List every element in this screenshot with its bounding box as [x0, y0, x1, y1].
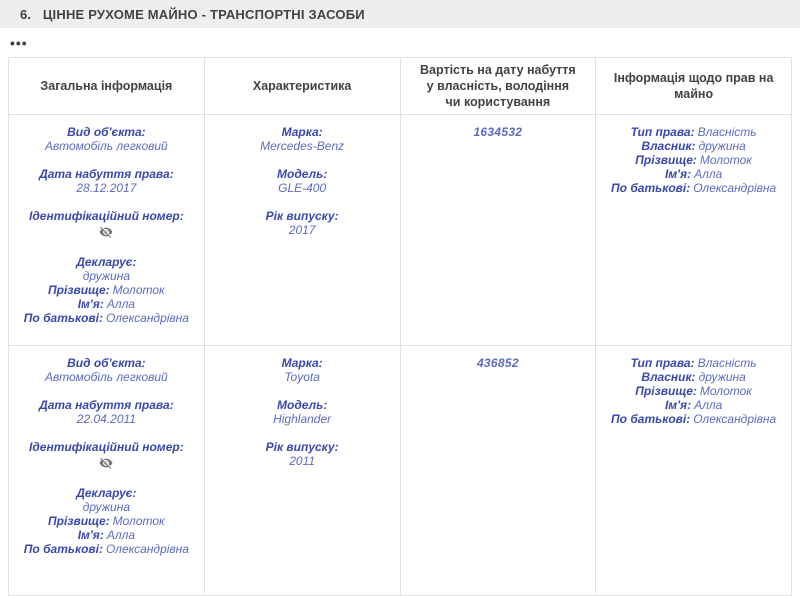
field-label: По батькові: — [611, 412, 691, 426]
eye-slash-icon — [99, 456, 113, 470]
field-value: Автомобіль легковий — [45, 370, 168, 384]
field-value: дружина — [698, 139, 746, 153]
field-value: 28.12.2017 — [76, 181, 137, 195]
owner-line — [602, 139, 785, 153]
field-label: Декларує: — [76, 255, 137, 269]
field-label: Вид об'єкта: — [67, 125, 146, 139]
field-label: Рік випуску: — [265, 440, 339, 454]
general-info-cell — [9, 346, 205, 596]
column-header-characteristics: Характеристика — [204, 58, 400, 115]
field-value: Власність — [697, 125, 757, 139]
field-value: Олександрівна — [693, 412, 777, 426]
model-group — [211, 398, 394, 426]
field-label: Власник: — [641, 139, 696, 153]
field-value: Олександрівна — [105, 542, 189, 556]
field-label: Ім'я: — [77, 528, 104, 542]
firstname-line — [15, 528, 198, 542]
year-group — [211, 209, 394, 237]
acquire-date-group — [15, 167, 198, 195]
surname-line — [15, 514, 198, 528]
field-value: дружина — [82, 269, 130, 283]
field-value: Алла — [106, 528, 136, 542]
object-type-group — [15, 125, 198, 153]
field-label: Дата набуття права: — [39, 167, 174, 181]
section-header-bar — [0, 0, 800, 28]
field-value: Олександрівна — [105, 311, 189, 325]
table-header-row — [9, 58, 792, 115]
table-row-vehicle-2 — [9, 346, 792, 596]
surname-line — [15, 283, 198, 297]
patronymic-line — [602, 181, 785, 195]
field-label: Прізвище: — [48, 514, 110, 528]
rights-info-cell — [596, 346, 792, 596]
field-label: Рік випуску: — [265, 209, 339, 223]
field-label: Прізвище: — [48, 283, 110, 297]
declarant-group — [15, 255, 198, 325]
field-label: Прізвище: — [635, 153, 697, 167]
id-number-group — [15, 209, 198, 241]
field-label: Власник: — [641, 370, 696, 384]
field-label: Дата набуття права: — [39, 398, 174, 412]
section-number: 6. — [20, 6, 31, 22]
field-label: Прізвище: — [635, 384, 697, 398]
acquire-date-group — [15, 398, 198, 426]
value-amount-cell: 1634532 — [400, 115, 596, 346]
field-value: Алла — [106, 297, 136, 311]
hidden-value-indicator — [15, 223, 198, 241]
more-options-button[interactable]: ••• — [10, 35, 28, 51]
field-value: Власність — [697, 356, 757, 370]
field-label: Ім'я: — [77, 297, 104, 311]
vehicles-table — [8, 57, 792, 596]
owner-line — [602, 370, 785, 384]
field-value: Автомобіль легковий — [45, 139, 168, 153]
firstname-line — [15, 297, 198, 311]
section-title: ЦІННЕ РУХОМЕ МАЙНО - ТРАНСПОРТНІ ЗАСОБИ — [42, 6, 365, 22]
right-type-line — [602, 125, 785, 139]
general-info-cell — [9, 115, 205, 346]
surname-line — [602, 153, 785, 167]
brand-group — [211, 356, 394, 384]
model-group — [211, 167, 394, 195]
field-label: Модель: — [277, 398, 328, 412]
field-label: Ідентифікаційний номер: — [29, 209, 184, 223]
field-value: Highlander — [273, 412, 332, 426]
field-label: Вид об'єкта: — [67, 356, 146, 370]
field-label: По батькові: — [23, 311, 103, 325]
patronymic-line — [15, 542, 198, 556]
right-type-line — [602, 356, 785, 370]
field-value: 2017 — [288, 223, 316, 237]
hidden-value-indicator — [15, 454, 198, 472]
table-row-vehicle-1 — [9, 115, 792, 346]
patronymic-line — [602, 412, 785, 426]
firstname-line — [602, 398, 785, 412]
id-number-group — [15, 440, 198, 472]
field-label: Марка: — [281, 125, 323, 139]
field-label: Тип права: — [630, 356, 695, 370]
field-label: Ідентифікаційний номер: — [29, 440, 184, 454]
field-label: По батькові: — [611, 181, 691, 195]
field-value: Молоток — [112, 283, 165, 297]
field-value: Mercedes-Benz — [260, 139, 345, 153]
field-label: По батькові: — [23, 542, 103, 556]
field-label: Ім'я: — [664, 398, 692, 412]
field-label: Модель: — [277, 167, 328, 181]
field-label: Марка: — [281, 356, 323, 370]
column-header-value: Вартість на дату набуття у власність, володіння чи користування — [400, 58, 596, 115]
field-value: Toyota — [284, 370, 320, 384]
firstname-line — [602, 167, 785, 181]
field-label: Декларує: — [76, 486, 137, 500]
field-value: Алла — [694, 398, 723, 412]
patronymic-line — [15, 311, 198, 325]
brand-group — [211, 125, 394, 153]
column-header-rights: Інформація щодо прав на майно — [596, 58, 792, 115]
field-value: 22.04.2011 — [76, 412, 136, 426]
field-label: Ім'я: — [664, 167, 692, 181]
eye-slash-icon — [99, 225, 113, 239]
year-group — [211, 440, 394, 468]
value-amount-cell: 436852 — [400, 346, 596, 596]
field-value: дружина — [698, 370, 746, 384]
characteristics-cell — [204, 115, 400, 346]
field-label: Тип права: — [630, 125, 695, 139]
object-type-group — [15, 356, 198, 384]
field-value: Алла — [694, 167, 723, 181]
field-value: Молоток — [699, 384, 752, 398]
surname-line — [602, 384, 785, 398]
characteristics-cell — [204, 346, 400, 596]
field-value: GLE-400 — [278, 181, 327, 195]
field-value: 2011 — [289, 454, 316, 468]
field-value: дружина — [82, 500, 130, 514]
rights-info-cell — [596, 115, 792, 346]
field-value: Молоток — [112, 514, 165, 528]
field-value: Молоток — [699, 153, 752, 167]
column-header-general-info: Загальна інформація — [9, 58, 205, 115]
declarant-group — [15, 486, 198, 556]
field-value: Олександрівна — [693, 181, 777, 195]
